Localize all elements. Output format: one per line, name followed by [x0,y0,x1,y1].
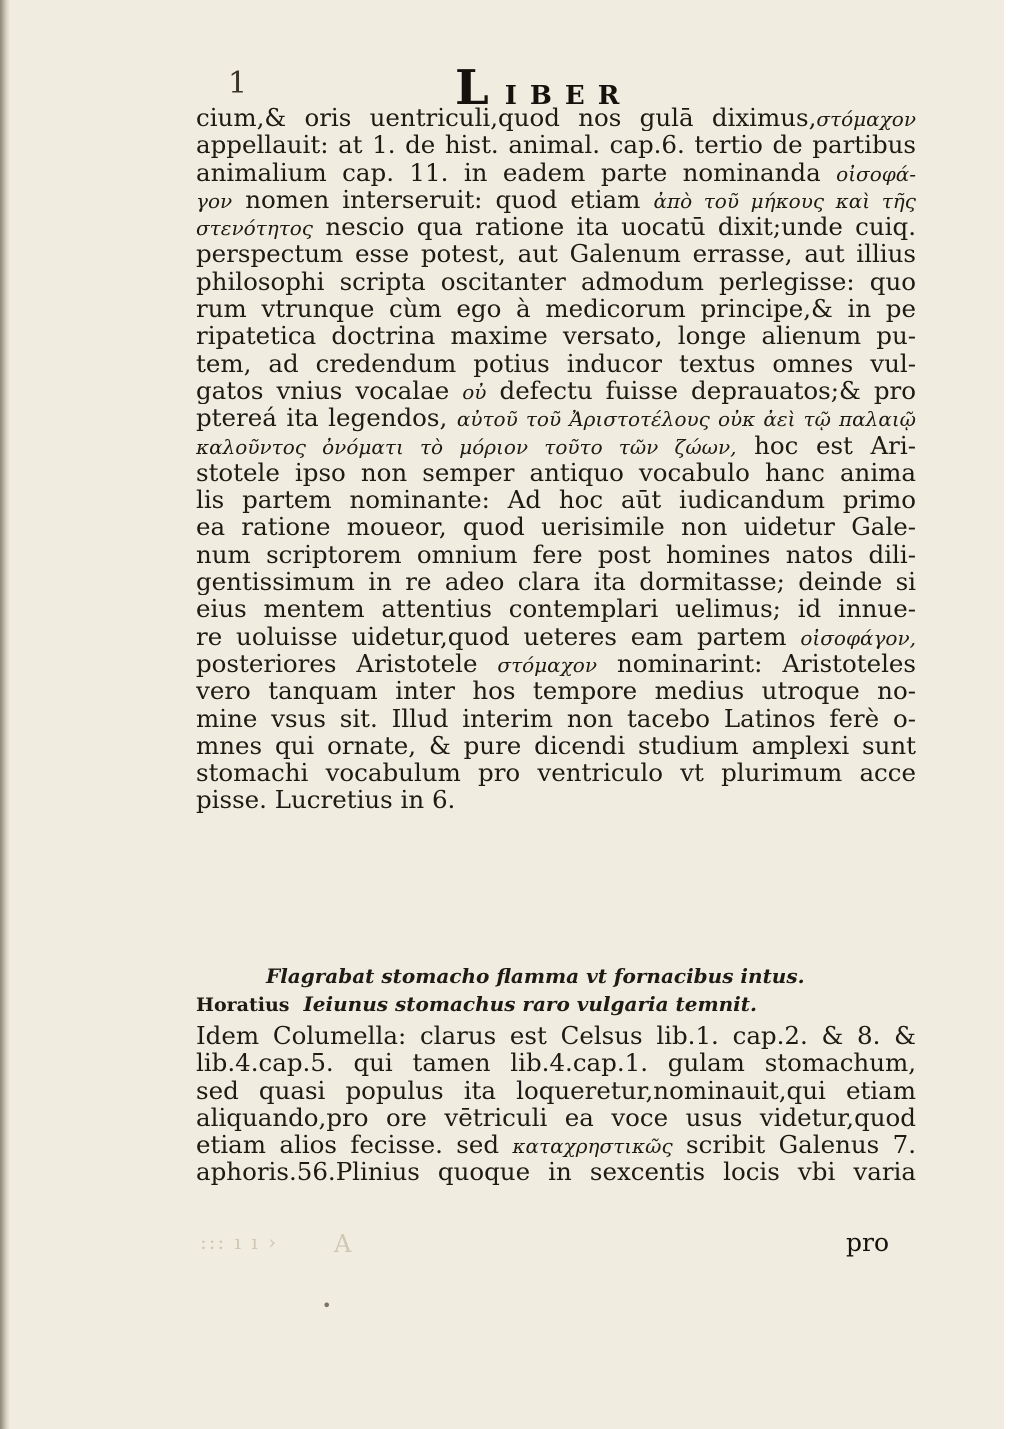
text-line: aliquando,pro ore vētriculi ea voce usus videtur,quod [196,1103,916,1132]
text-line: etiam alios fecisse. sed καταχρηστικῶς scribit Galenus 7. [196,1131,916,1159]
text-line: sed quasi populus ita loqueretur,nominauit,qui etiam [196,1076,916,1104]
text-line: Idem Columella: clarus est Celsus lib.1. cap.2. & 8. & [196,1022,916,1050]
text-line: καλοῦντος ὀνόματι τὸ μόριον τοῦτο τῶν ζώων, hoc est Ari- [196,431,916,459]
text-line: tem, ad credendum potius inducor textus omnes vul- [196,349,916,377]
text-line: eius mentem attentius contemplari uelimus; id innue- [196,595,916,623]
running-head-initial: L [455,60,505,116]
main-text [196,104,916,814]
page-number: 1 [228,66,248,101]
main-text-continued [196,1022,916,1186]
text-line: aphoris.56.Plinius quoque in sexcentis locis vbi varia [196,1158,916,1186]
bleed-through-text: ::: ı ı › [200,1230,279,1254]
text-line: posteriores Aristotele στόμαχον nominarint: Aristoteles [196,649,916,678]
text-line: perspectum esse potest, aut Galenum errasse, aut illius [196,240,916,268]
lucretius-verse: Flagrabat stomacho flamma vt fornacibus intus. [266,964,805,988]
page-gutter-shadow [0,0,10,1429]
scan-margin [1004,0,1024,1429]
running-head-rest: IBER [504,81,633,111]
text-line: vero tanquam inter hos tempore medius utroque no- [196,677,916,705]
text-line: re uoluisse uidetur,quod ueteres eam partem οἰσοφάγον, [196,622,916,650]
text-line: γον nomen interseruit: quod etiam ἀπὸ τοῦ μήκους καὶ τῆς [196,185,916,214]
horatius-quote [196,990,916,1018]
text-line: ea ratione moueor, quod uerisimile non uidetur Gale- [196,513,916,541]
text-line: animalium cap. 11. in eadem parte nominanda οἰσοφά- [196,158,916,186]
text-line: lis partem nominante: Ad hoc aūt iudicandum primo [196,486,916,514]
text-line: stomachi vocabulum pro ventriculo vt plurimum acce [196,759,916,787]
text-line: stotele ipso non semper antiquo vocabulo hanc anima [196,458,916,487]
verse-quotations [196,962,916,1018]
text-line: rum vtrunque cùm ego à medicorum principe,& in pe [196,295,916,323]
text-line: gentissimum in re adeo clara ita dormitasse; deinde si [196,568,916,596]
text-line: lib.4.cap.5. qui tamen lib.4.cap.1. gulam stomachum, [196,1049,916,1077]
bleed-through-text: A [334,1230,352,1258]
catchword: pro [846,1228,890,1257]
text-line: cium,& oris uentriculi,quod nos gulā diximus,στόμαχον [196,104,916,132]
quote-author: Horatius [196,994,290,1016]
text-line: gatos vnius vocalae οὐ defectu fuisse deprauatos;& pro [196,376,916,405]
text-line: ptereá ita legendos, αὐτοῦ τοῦ Ἀριστοτέλους οὐκ ἀεὶ τῷ παλαιῷ [196,404,916,432]
text-line: num scriptorem omnium fere post homines natos dili- [196,540,916,569]
text-line: ripatetica doctrina maxime versato, longe alienum pu- [196,322,916,350]
horatius-verse: Ieiunus stomachus raro vulgaria temnit. [303,992,757,1016]
text-line: appellauit: at 1. de hist. animal. cap.6. tertio de partibus [196,131,916,159]
text-line: στενότητος nescio qua ratione ita uocatū dixit;unde cuiq. [196,213,916,241]
text-line: philosophi scripta oscitanter admodum perlegisse: quo [196,267,916,296]
text-line: mine vsus sit. Illud interim non tacebo Latinos ferè o- [196,704,916,732]
ink-speck: • [322,1296,332,1315]
text-line: mnes qui ornate, & pure dicendi studium amplexi sunt [196,731,916,760]
text-line: pisse. Lucretius in 6. [196,786,456,814]
